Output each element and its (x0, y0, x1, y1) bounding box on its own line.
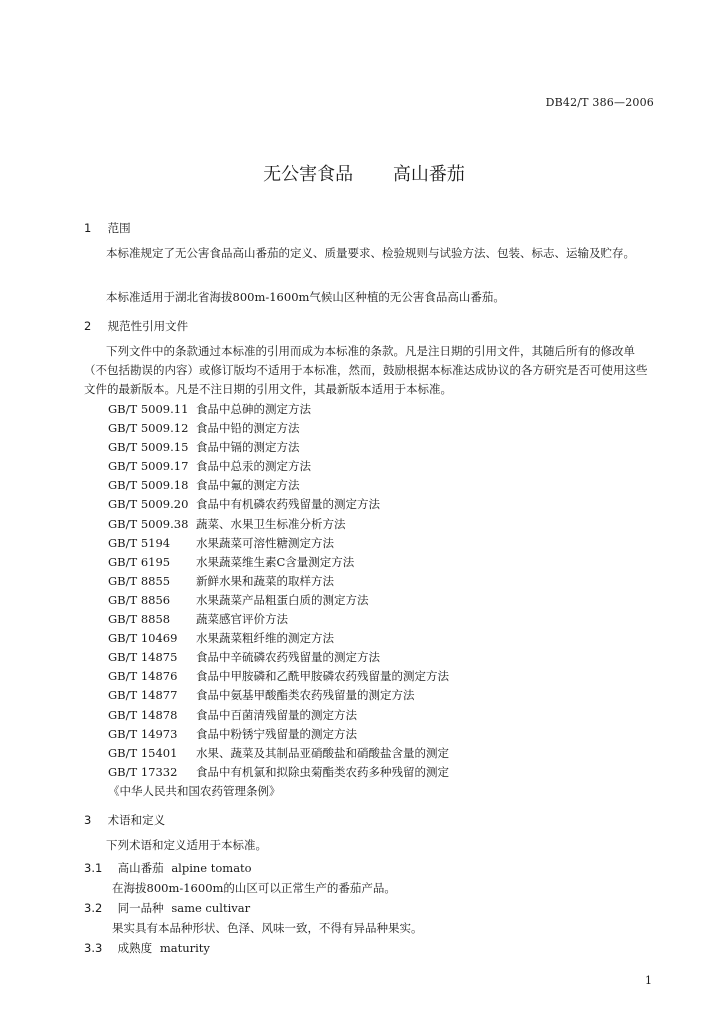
standard-title: 水果蔬菜产品粗蛋白质的测定方法 (196, 592, 369, 607)
standard-code: GB/T 8856 (108, 592, 171, 607)
term-3-1-heading (84, 860, 252, 876)
standard-title: 食品中有机氯和拟除虫菊酯类农药多种残留的测定 (196, 764, 449, 779)
section-number: 3 (84, 813, 92, 827)
section-1-paragraph-1: 本标准规定了无公害食品高山番茄的定义、质量要求、检验规则与试验方法、包装、标志、运输及贮存。 (106, 246, 635, 260)
standard-code: GB/T 14876 (108, 669, 178, 684)
list-item (108, 725, 449, 744)
standard-code: GB/T 5009.17 (108, 459, 189, 474)
standard-code: GB/T 5194 (108, 535, 171, 550)
standard-code: GB/T 10469 (108, 631, 178, 646)
standard-title: 食品中甲胺磷和乙酰甲胺磷农药残留量的测定方法 (196, 669, 449, 684)
document-code: DB42/T 386—2006 (545, 96, 654, 109)
term-3-2-heading (84, 900, 250, 916)
standard-code: GB/T 5009.11 (108, 402, 189, 416)
list-item (108, 419, 449, 438)
section-3-intro: 下列术语和定义适用于本标准。 (106, 838, 267, 852)
standard-title: 食品中镉的测定方法 (196, 440, 300, 455)
term-number: 3.3 (84, 941, 103, 955)
term-name: 同一品种 (117, 901, 164, 915)
title-part-1: 无公害食品 (263, 164, 354, 185)
section-title: 术语和定义 (107, 813, 166, 827)
section-2-intro: 下列文件中的条款通过本标准的引用而成为本标准的条款。凡是注日期的引用文件，其随后所有的修改单（不包括勘误的内容）或修订版均不适用于本标准，然而，鼓励根据本标准达成协议的各方研究是否可使用这些文件的最新版本。凡是不注日期的引用文件，其最新版本适用于本标准。 (84, 344, 648, 396)
standard-code: GB/T 15401 (108, 745, 178, 760)
term-number: 3.2 (84, 901, 103, 915)
list-item (108, 515, 449, 534)
term-english: same cultivar (171, 901, 251, 915)
page-number: 1 (645, 974, 652, 987)
list-item (108, 457, 449, 476)
reference-list (108, 400, 449, 801)
standard-code: GB/T 14877 (108, 688, 178, 703)
title-part-2: 高山番茄 (392, 164, 465, 185)
standard-title: 新鲜水果和蔬菜的取样方法 (196, 573, 334, 588)
list-item (108, 400, 449, 419)
standard-title: 蔬菜、水果卫生标准分析方法 (196, 516, 346, 531)
section-1-paragraph-2: 本标准适用于湖北省海拔800m-1600m气候山区种植的无公害食品高山番茄。 (106, 290, 505, 304)
term-3-1-definition: 在海拔800m-1600m的山区可以正常生产的番茄产品。 (112, 881, 396, 895)
list-item (108, 667, 449, 686)
standard-code: GB/T 5009.12 (108, 421, 189, 436)
term-name: 成熟度 (117, 941, 153, 955)
section-number: 1 (84, 221, 92, 235)
standard-title: 水果蔬菜维生素C含量测定方法 (196, 554, 355, 569)
standard-code: GB/T 17332 (108, 764, 178, 779)
standard-code: GB/T 14878 (108, 707, 178, 722)
standard-code: GB/T 14973 (108, 726, 178, 741)
list-item (108, 610, 449, 629)
list-item (108, 591, 449, 610)
list-item (108, 686, 449, 705)
list-item (108, 648, 449, 667)
section-1-heading (84, 220, 131, 236)
list-item (108, 438, 449, 457)
standard-title: 食品中铅的测定方法 (196, 421, 300, 436)
standard-code: GB/T 5009.38 (108, 516, 189, 531)
section-number: 2 (84, 319, 92, 333)
standard-title: 食品中氟的测定方法 (196, 478, 300, 493)
section-title: 范围 (107, 221, 131, 235)
list-item (108, 534, 449, 553)
standard-code: GB/T 5009.15 (108, 440, 189, 455)
standard-title: 食品中百菌清残留量的测定方法 (196, 707, 357, 722)
standard-title: 水果蔬菜粗纤维的测定方法 (196, 631, 334, 646)
standard-code: GB/T 14875 (108, 650, 178, 665)
list-item (108, 572, 449, 591)
list-item (108, 553, 449, 572)
standard-title: 食品中总汞的测定方法 (196, 459, 311, 474)
list-item (108, 706, 449, 725)
list-item (108, 476, 449, 495)
standard-code: GB/T 5009.20 (108, 497, 189, 512)
list-item (108, 629, 449, 648)
standard-code: GB/T 6195 (108, 554, 171, 569)
section-3-heading (84, 812, 165, 828)
standard-title: 食品中辛硫磷农药残留量的测定方法 (196, 650, 380, 665)
term-number: 3.1 (84, 861, 103, 875)
standard-title: 食品中氨基甲酸酯类农药残留量的测定方法 (196, 688, 415, 703)
standard-title: 食品中总砷的测定方法 (196, 402, 311, 416)
standard-title: 食品中粉锈宁残留量的测定方法 (196, 726, 357, 741)
term-english: alpine tomato (171, 861, 252, 875)
term-3-3-heading (84, 940, 210, 956)
standard-title: 蔬菜感官评价方法 (196, 612, 288, 627)
list-item (108, 744, 449, 763)
section-title: 规范性引用文件 (107, 319, 189, 333)
standard-title: 水果、蔬菜及其制品亚硝酸盐和硝酸盐含量的测定 (196, 745, 449, 760)
regulation-title: 《中华人民共和国农药管理条例》 (108, 783, 281, 798)
standard-code: GB/T 8858 (108, 612, 171, 627)
standard-code: GB/T 8855 (108, 573, 171, 588)
section-2-heading (84, 318, 188, 334)
document-title (0, 160, 728, 186)
term-name: 高山番茄 (117, 861, 164, 875)
list-item (108, 782, 449, 801)
term-english: maturity (159, 941, 210, 955)
standard-title: 食品中有机磷农药残留量的测定方法 (196, 497, 380, 512)
list-item (108, 495, 449, 514)
term-3-2-definition: 果实具有本品种形状、色泽、风味一致，不得有异品种果实。 (112, 921, 423, 935)
list-item (108, 763, 449, 782)
standard-title: 水果蔬菜可溶性糖测定方法 (196, 535, 334, 550)
standard-code: GB/T 5009.18 (108, 478, 189, 493)
